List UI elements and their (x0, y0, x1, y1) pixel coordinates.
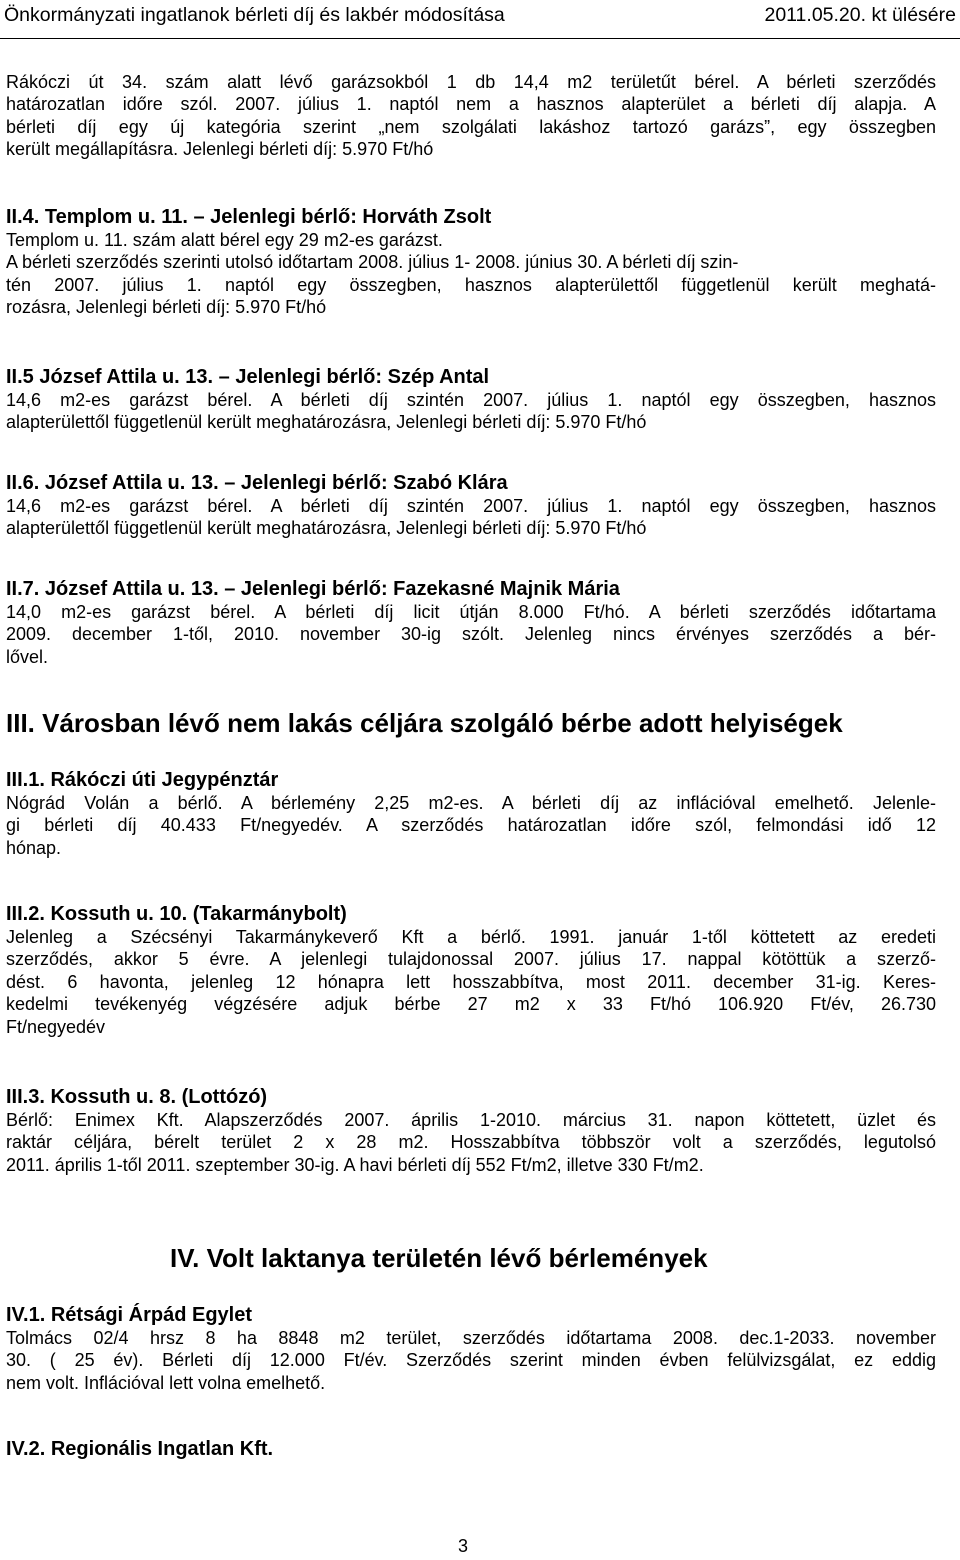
section-iii-3 (6, 1085, 936, 1176)
text-line: alapterülettől függetlenül került meghatározásra, Jelenlegi bérleti díj: 5.970 Ft/hó (6, 518, 647, 539)
text-line: dést. 6 havonta, jelenleg 12 hónapra lett hosszabbítva, most 2011. december 31-ig. Keres- (6, 971, 936, 992)
text-line: raktár céljára, bérelt terület 2 x 28 m2. Hosszabbítva többször volt a szerződés, legutolsó (6, 1132, 936, 1153)
section-heading: II.4. Templom u. 11. – Jelenlegi bérlő: Horváth Zsolt (6, 206, 492, 228)
chapter-heading: III. Városban lévő nem lakás céljára szolgáló bérbe adott helyiségek (6, 708, 843, 738)
document-title: Önkormányzati ingatlanok bérleti díj és lakbér módosítása (4, 4, 505, 26)
header-divider (0, 38, 960, 39)
section-heading: II.6. József Attila u. 13. – Jelenlegi bérlő: Szabó Klára (6, 472, 508, 494)
section-ii-7 (6, 577, 936, 668)
text-line: 14,0 m2-es garázst bérel. A bérleti díj licit útján 8.000 Ft/hó. A bérleti szerződés időtartama (6, 602, 936, 622)
text-line: Tolmács 02/4 hrsz 8 ha 8848 m2 terület, szerződés időtartama 2008. dec.1-2033. november (6, 1328, 936, 1348)
text-line: 30. ( 25 év). Bérleti díj 12.000 Ft/év. Szerződés szerint minden évben felülvizsgálat, ez eddig (6, 1350, 936, 1371)
text-line: Ft/negyedév (6, 1016, 106, 1037)
text-line: Rákóczi út 34. szám alatt lévő garázsokból 1 db 14,4 m2 területűt bérel. A bérleti szerződés (6, 72, 936, 92)
text-line: hónap. (6, 837, 62, 858)
text-line: 2011. április 1-től 2011. szeptember 30-ig. A havi bérleti díj 552 Ft/m2, illetve 330 Ft/m2. (6, 1154, 704, 1175)
text-line: 2009. december 1-től, 2010. november 30-ig szólt. Jelenleg nincs érvényes szerződés a bér- (6, 624, 936, 645)
section-heading: II.5 József Attila u. 13. – Jelenlegi bérlő: Szép Antal (6, 366, 490, 388)
section-iv-1 (6, 1303, 936, 1394)
intro-paragraph (6, 71, 936, 161)
page-number: 3 (458, 1536, 469, 1556)
section-heading: III.2. Kossuth u. 10. (Takarmánybolt) (6, 903, 347, 925)
text-line: Jelenleg a Szécsényi Takarmánykeverő Kft a bérlő. 1991. január 1-től köttetett az eredeti (6, 927, 936, 947)
text-line: határozatlan időre szól. 2007. július 1. naptól nem a hasznos alapterület a bérleti díj alapja. A (6, 94, 936, 115)
text-line: A bérleti szerződés szerinti utolsó időtartam 2008. július 1- 2008. június 30. A bérleti díj szin- (6, 252, 739, 273)
section-iv-2 (6, 1437, 936, 1461)
section-heading: III.3. Kossuth u. 8. (Lottózó) (6, 1086, 268, 1108)
section-heading: II.7. József Attila u. 13. – Jelenlegi bérlő: Fazekasné Majnik Mária (6, 578, 620, 600)
chapter-heading: IV. Volt laktanya területén lévő bérlemények (170, 1243, 708, 1273)
page-header (0, 0, 960, 36)
text-line: alapterülettől függetlenül került meghatározásra, Jelenlegi bérleti díj: 5.970 Ft/hó (6, 412, 647, 433)
section-heading: III.1. Rákóczi úti Jegypénztár (6, 769, 279, 791)
chapter-iii-title (6, 708, 936, 738)
section-iii-1 (6, 768, 936, 859)
text-line: Nógrád Volán a bérlő. A bérlemény 2,25 m2-es. A bérleti díj az inflációval emelhető. Jelenle- (6, 793, 936, 813)
text-line: kedelmi tevékenyég végzésére adjuk bérbe 27 m2 x 33 Ft/hó 106.920 Ft/év, 26.730 (6, 994, 936, 1015)
section-ii-6 (6, 471, 936, 540)
section-ii-4 (6, 205, 936, 319)
text-line: nem volt. Inflációval lett volna emelhető. (6, 1372, 326, 1393)
text-line: került megállapításra. Jelenlegi bérleti díj: 5.970 Ft/hó (6, 139, 434, 160)
text-line: tén 2007. július 1. naptól egy összegben, hasznos alapterülettől függetlenül került meghatá- (6, 274, 936, 295)
text-line: gi bérleti díj 40.433 Ft/negyedév. A szerződés határozatlan időre szól, felmondási idő 12 (6, 815, 936, 836)
text-line: Templom u. 11. szám alatt bérel egy 29 m2-es garázst. (6, 230, 443, 250)
section-iii-2 (6, 902, 936, 1038)
section-heading: IV.2. Regionális Ingatlan Kft. (6, 1438, 274, 1460)
section-heading: IV.1. Rétsági Árpád Egylet (6, 1304, 253, 1326)
chapter-iv-title (170, 1243, 930, 1273)
meeting-date: 2011.05.20. kt ülésére (764, 4, 956, 26)
text-line: lővel. (6, 646, 49, 667)
text-line: szerződés, akkor 5 évre. A jelenlegi tulajdonossal 2007. július 17. nappal kötöttük a szerző- (6, 949, 936, 970)
section-ii-5 (6, 365, 936, 434)
text-line: bérleti díj egy új kategória szerint „nem szolgálati lakáshoz tartozó garázs”, egy összegben (6, 116, 936, 137)
text-line: Bérlő: Enimex Kft. Alapszerződés 2007. április 1-2010. március 31. napon köttetett, üzlet és (6, 1110, 936, 1130)
text-line: rozásra, Jelenlegi bérleti díj: 5.970 Ft/hó (6, 297, 327, 318)
text-line: 14,6 m2-es garázst bérel. A bérleti díj szintén 2007. július 1. naptól egy összegben, hasznos (6, 390, 936, 410)
text-line: 14,6 m2-es garázst bérel. A bérleti díj szintén 2007. július 1. naptól egy összegben, hasznos (6, 496, 936, 516)
